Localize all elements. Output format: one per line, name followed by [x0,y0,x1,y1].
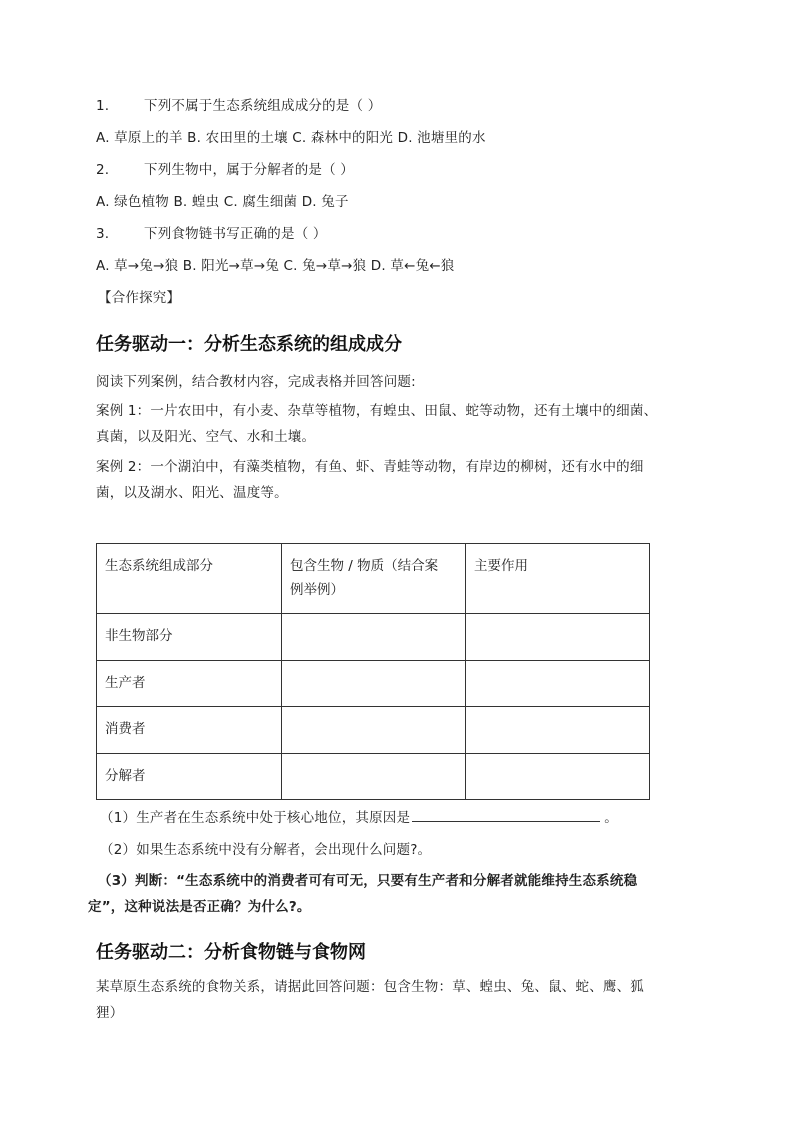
case-2-line-1: 案例 2：一个湖泊中，有藻类植物，有鱼、虾、青蛙等动物，有岸边的柳树，还有水中的细 [96,459,644,475]
section-label: 【合作探究】 [98,290,181,306]
task1-heading: 任务驱动一：分析生态系统的组成成分 [96,334,402,355]
table-answer-cell[interactable] [466,707,650,754]
table-row [97,753,650,800]
table-answer-cell[interactable] [282,753,466,800]
subquestion-1 [100,806,618,826]
question-2 [96,158,354,178]
table-row [97,707,650,754]
question-number: 1. [96,98,110,114]
question-number: 2. [96,162,110,178]
case-1-line-2: 真菌，以及阳光、空气、水和土壤。 [96,429,316,445]
case-2-paragraph [96,454,706,506]
question-1 [96,94,381,114]
case-2-line-2: 菌，以及湖水、阳光、温度等。 [96,485,288,501]
subquestion-3-line-1: （3）判断：“生态系统中的消费者可有可无，只要有生产者和分解者就能维持生态系统稳 [98,873,638,889]
header-line: 包含生物 / 物质（结合案 [290,558,439,574]
case-1-paragraph [96,398,706,450]
subquestion-1-end: 。 [604,810,618,826]
question-number: 3. [96,226,110,242]
question-text: 下列不属于生态系统组成成分的是（ ） [144,98,382,114]
question-text: 下列生物中，属于分解者的是（ ） [144,162,354,178]
table-header-cell: 主要作用 [466,544,650,614]
answer-blank[interactable] [412,807,600,822]
table-row-label: 生产者 [97,660,282,707]
question-text: 下列食物链书写正确的是（ ） [144,226,327,242]
table-answer-cell[interactable] [466,753,650,800]
table-row-label: 消费者 [97,707,282,754]
question-2-options: A. 绿色植物 B. 蝗虫 C. 腐生细菌 D. 兔子 [96,194,349,210]
table-row [97,614,650,661]
subquestion-3-line-2: 定”，这种说法是否正确？为什么?。 [88,899,311,915]
table-row [97,660,650,707]
table-answer-cell[interactable] [282,614,466,661]
task1-intro: 阅读下列案例，结合教材内容，完成表格并回答问题: [96,374,416,390]
header-line: 例举例） [290,582,344,598]
table-answer-cell[interactable] [282,660,466,707]
subquestion-1-text: （1）生产者在生态系统中处于核心地位，其原因是 [100,810,411,826]
table-header-cell [282,544,466,614]
table-row-label: 非生物部分 [97,614,282,661]
task2-intro-line-2: 狸） [96,1005,124,1021]
table-row-label: 分解者 [97,753,282,800]
task2-intro [96,974,706,1026]
subquestion-3 [88,868,708,920]
subquestion-2: （2）如果生态系统中没有分解者，会出现什么问题?。 [100,842,432,858]
case-1-line-1: 案例 1：一片农田中，有小麦、杂草等植物，有蝗虫、田鼠、蛇等动物，还有土壤中的细菌、 [96,403,658,419]
table-answer-cell[interactable] [466,660,650,707]
task2-heading: 任务驱动二：分析食物链与食物网 [96,942,366,963]
question-1-options: A. 草原上的羊 B. 农田里的土壤 C. 森林中的阳光 D. 池塘里的水 [96,130,486,146]
question-3-options: A. 草→兔→狼 B. 阳光→草→兔 C. 兔→草→狼 D. 草←兔←狼 [96,258,455,274]
table-header-cell: 生态系统组成部分 [97,544,282,614]
task2-intro-line-1: 某草原生态系统的食物关系，请据此回答问题：包含生物：草、蝗虫、兔、鼠、蛇、鹰、狐 [96,979,644,995]
table-answer-cell[interactable] [466,614,650,661]
question-3 [96,222,327,242]
table-answer-cell[interactable] [282,707,466,754]
table-header-row [97,544,650,614]
ecosystem-components-table [96,543,650,800]
